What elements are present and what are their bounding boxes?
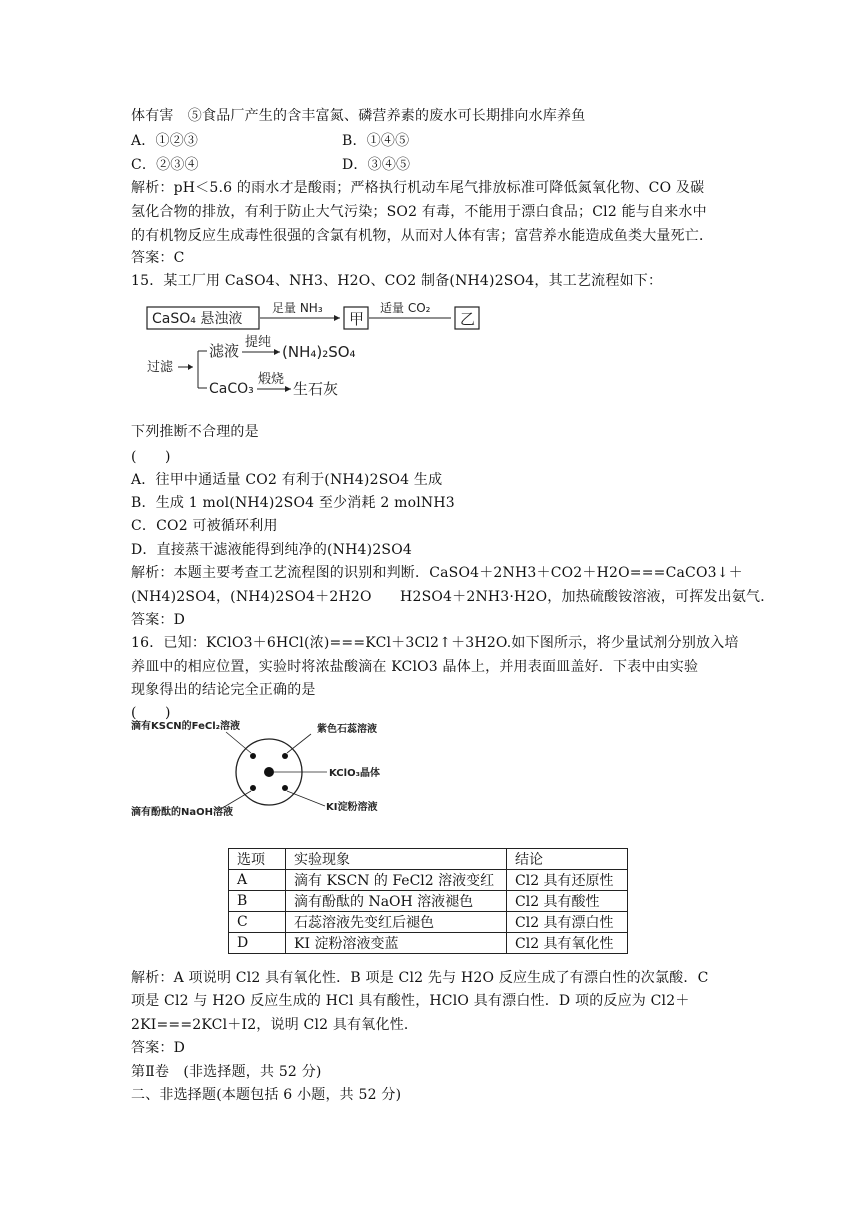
- option-line: [131, 155, 411, 175]
- figure-label-br: KI淀粉溶液: [326, 802, 378, 813]
- reagent-dot-bl: [250, 785, 256, 791]
- option-b: B．生成 1 mol(NH4)2SO4 至少消耗 2 molNH3: [131, 495, 455, 511]
- option-a: A．往甲中通适量 CO2 有利于(NH4)2SO4 生成: [131, 472, 443, 488]
- flow-branch1-from: 滤液: [209, 342, 240, 360]
- flow-jia-label: 甲: [349, 310, 365, 328]
- flow-branch2-label: 煅烧: [258, 372, 285, 387]
- table-cell: 滴有 KSCN 的 FeCl2 溶液变红: [286, 870, 507, 891]
- table-cell: Cl2 具有漂白性: [507, 912, 628, 933]
- reagent-dot-tl: [250, 753, 256, 759]
- flow-start-label: CaSO₄ 悬浊液: [152, 311, 243, 327]
- reagent-dot-tr: [282, 753, 288, 759]
- table-row: [229, 891, 628, 912]
- table-cell: A: [229, 870, 286, 891]
- answer-line: 答案：D: [131, 1040, 186, 1056]
- table-cell: D: [229, 933, 286, 954]
- flow-branch1-to: (NH₄)₂SO₄: [282, 343, 356, 361]
- figure-label-bl: 滴有酚酞的NaOH溶液: [131, 807, 233, 818]
- process-flow-diagram: [131, 296, 451, 408]
- question-text: 养皿中的相应位置，实验时将浓盐酸滴在 KClO3 晶体上，并用表面皿盖好．下表中由实验: [131, 659, 699, 675]
- table-header-row: [229, 849, 628, 870]
- kclo3-crystal-dot: [264, 767, 274, 777]
- analysis-line: (NH4)2SO4，(NH4)2SO4＋2H2O H2SO4＋2NH3·H2O，加热硫酸铵溶液，可挥发出氨气．: [131, 589, 775, 605]
- figure-label-tl: 滴有KSCN的FeCl₂溶液: [131, 721, 241, 732]
- flow-branch2-to: 生石灰: [293, 380, 339, 398]
- reagent-dot-br: [282, 785, 288, 791]
- flow-filter-label: 过滤: [147, 360, 174, 375]
- table-row: [229, 912, 628, 933]
- question-15-stem: 15．某工厂用 CaSO4、NH3、H2O、CO2 制备(NH4)2SO4，其工艺流程如下：: [131, 273, 663, 289]
- analysis-line: 2KI===2KCl＋I2，说明 Cl2 具有氧化性．: [131, 1017, 419, 1033]
- table-cell: 滴有酚酞的 NaOH 溶液褪色: [286, 891, 507, 912]
- table-header-cell: 实验现象: [286, 849, 507, 870]
- flow-step1-label: 足量 NH₃: [272, 301, 323, 315]
- table-row: [229, 933, 628, 954]
- question-text: 现象得出的结论完全正确的是: [131, 682, 316, 698]
- table-cell: KI 淀粉溶液变蓝: [286, 933, 507, 954]
- option-b: B．①④⑤: [342, 133, 410, 149]
- analysis-line: 的有机物反应生成毒性很强的含氯有机物，从而对人体有害；富营养水能造成鱼类大量死亡．: [131, 228, 714, 244]
- option-d: D．直接蒸干滤液能得到纯净的(NH4)2SO4: [131, 542, 412, 558]
- flow-step2-label: 适量 CO₂: [380, 301, 431, 315]
- table-cell: 石蕊溶液先变红后褪色: [286, 912, 507, 933]
- analysis-line: 解析：pH＜5.6 的雨水才是酸雨；严格执行机动车尾气排放标准可降低氮氧化物、CO 及碳: [131, 180, 705, 196]
- flow-branch1-label: 提纯: [245, 335, 272, 350]
- table-cell: B: [229, 891, 286, 912]
- option-d: D．③④⑤: [342, 157, 411, 173]
- section-subheading: 二、非选择题(本题包括 6 小题，共 52 分): [131, 1087, 402, 1103]
- table-cell: Cl2 具有还原性: [507, 870, 628, 891]
- table-cell: Cl2 具有酸性: [507, 891, 628, 912]
- option-a: A．①②③: [131, 133, 199, 149]
- answer-bracket: ( ): [131, 449, 171, 465]
- analysis-line: 解析：A 项说明 Cl2 具有氧化性．B 项是 Cl2 先与 H2O 反应生成了有漂白性的次氯酸．C: [131, 970, 709, 986]
- table-header-cell: 结论: [507, 849, 628, 870]
- table-cell: C: [229, 912, 286, 933]
- option-line: [131, 131, 410, 151]
- option-c: C．②③④: [131, 157, 199, 173]
- analysis-line: 项是 Cl2 与 H2O 反应生成的 HCl 具有酸性，HClO 具有漂白性．D 项的反应为 Cl2＋: [131, 993, 690, 1009]
- question-text: 下列推断不合理的是: [131, 424, 259, 440]
- text-line: 体有害 ⑤食品厂产生的含丰富氮、磷营养素的废水可长期排向水库养鱼: [131, 108, 586, 124]
- answer-bracket: ( ): [131, 705, 171, 721]
- answer-line: 答案：C: [131, 250, 185, 266]
- results-table: [228, 848, 628, 954]
- flow-yi-label: 乙: [460, 310, 476, 328]
- section-heading: 第Ⅱ卷 (非选择题，共 52 分): [131, 1064, 322, 1080]
- figure-label-r: KClO₃晶体: [329, 768, 380, 779]
- table-cell: Cl2 具有氧化性: [507, 933, 628, 954]
- flow-branch2-from: CaCO₃: [209, 381, 254, 397]
- option-c: C．CO2 可被循环利用: [131, 518, 278, 534]
- table-row: [229, 870, 628, 891]
- analysis-line: 氢化合物的排放，有利于防止大气污染；SO2 有毒，不能用于漂白食品；Cl2 能与自来水中: [131, 204, 707, 220]
- petri-dish-figure: [131, 715, 401, 825]
- analysis-line: 解析：本题主要考查工艺流程图的识别和判断．CaSO4＋2NH3＋CO2＋H2O===CaCO3↓＋: [131, 565, 743, 581]
- table-header-cell: 选项: [229, 849, 286, 870]
- figure-label-tr: 紫色石蕊溶液: [317, 724, 377, 735]
- flow-box-yi: [451, 303, 481, 333]
- answer-line: 答案：D: [131, 612, 186, 628]
- question-16-stem: 16．已知：KClO3＋6HCl(浓)===KCl＋3Cl2↑＋3H2O.如下图所示，将少量试剂分别放入培: [131, 635, 739, 651]
